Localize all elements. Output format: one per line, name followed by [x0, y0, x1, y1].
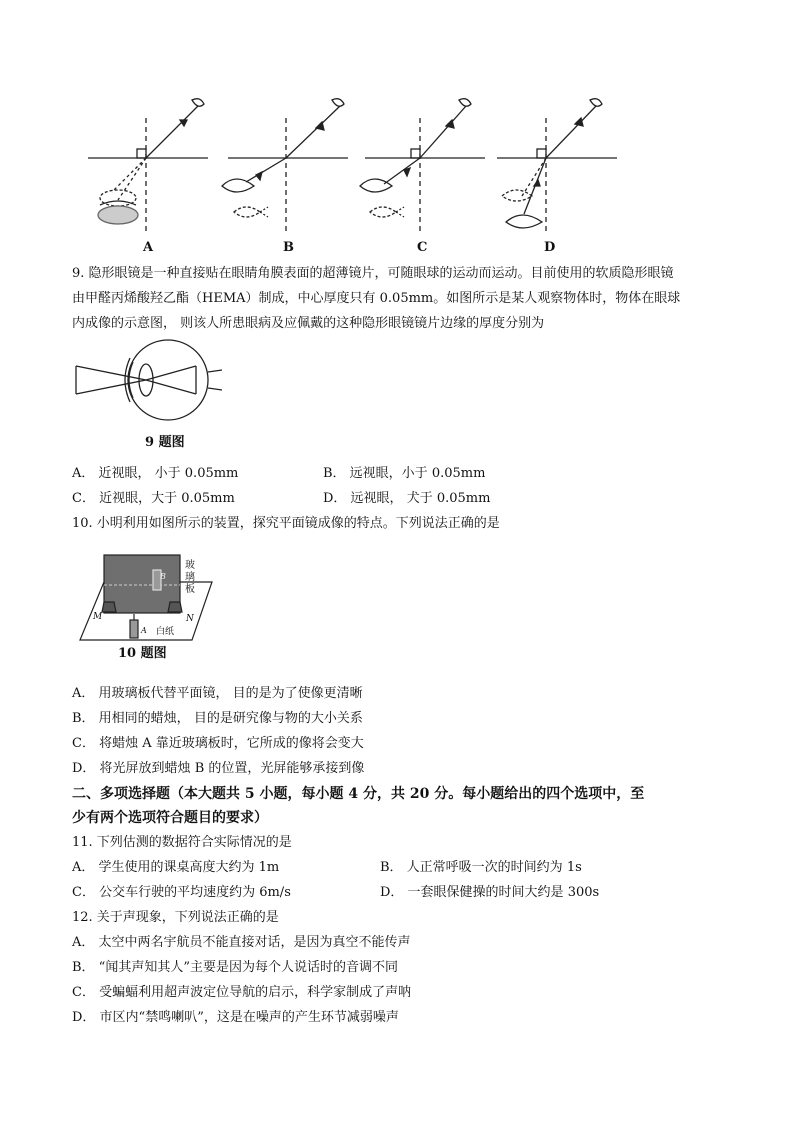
q12-option-d[interactable]: D． 市区内“禁鸣喇叭”，这是在噪声的产生环节减弱噪声 — [72, 1010, 399, 1025]
q9-stem-line-3: 内成像的示意图， 则该人所患眼病及应佩戴的这种隐形眼镜镜片边缘的厚度分别为 — [72, 316, 545, 331]
q10-option-b[interactable]: B． 用相同的蜡烛， 目的是研究像与物的大小关系 — [72, 711, 363, 726]
q9-option-b[interactable]: B． 远视眼，小于 0.05mm — [323, 466, 486, 481]
q8-label-b: B — [283, 240, 294, 255]
q10-option-a[interactable]: A． 用玻璃板代替平面镜， 目的是为了使像更清晰 — [72, 686, 363, 701]
q11-option-c[interactable]: C． 公交车行驶的平均速度约为 6m/s — [72, 885, 291, 900]
q11-option-b[interactable]: B． 人正常呼吸一次的时间约为 1s — [380, 860, 582, 875]
q10-label-m: M — [93, 612, 103, 622]
q12-option-c[interactable]: C． 受蝙蝠利用超声波定位导航的启示，科学家制成了声呐 — [72, 985, 412, 1000]
section-2-header-line-2: 少有两个选项符合题目的要求） — [72, 810, 268, 826]
q10-label-n: N — [186, 614, 194, 624]
q10-option-d[interactable]: D． 将光屏放到蜡烛 B 的位置，光屏能够承接到像 — [72, 761, 365, 776]
q9-option-a[interactable]: A． 近视眼， 小于 0.05mm — [72, 466, 239, 481]
q10-figure-caption: 10 题图 — [118, 646, 167, 661]
q8-label-c: C — [417, 240, 428, 255]
q11-option-a[interactable]: A． 学生使用的课桌高度大约为 1m — [72, 860, 280, 875]
q11-stem: 11. 下列估测的数据符合实际情况的是 — [72, 835, 292, 850]
q12-option-a[interactable]: A． 太空中两名宇航员不能直接对话，是因为真空不能传声 — [72, 935, 411, 950]
q10-label-b: B — [160, 572, 166, 581]
q9-figure-caption: 9 题图 — [145, 435, 185, 450]
section-2-header-line-1: 二、多项选择题（本大题共 5 小题，每小题 4 分，共 20 分。每小题给出的四个选项中，至 — [72, 786, 645, 802]
q10-label-glass: 玻璃板 — [185, 560, 195, 595]
q10-option-c[interactable]: C． 将蜡烛 A 靠近玻璃板时，它所成的像将会变大 — [72, 736, 364, 751]
q8-label-d: D — [544, 240, 556, 255]
q10-label-a: A — [141, 626, 147, 635]
q12-option-b[interactable]: B． “闻其声知其人”主要是因为每个人说话时的音调不同 — [72, 960, 398, 975]
q10-label-paper: 白纸 — [156, 627, 175, 637]
q9-stem-line-2: 由甲醛丙烯酸羟乙酯（HEMA）制成，中心厚度只有 0.05mm。如图所示是某人观察物体时，物体在眼球 — [72, 291, 681, 306]
q9-stem-line-1: 9. 隐形眼镜是一种直接贴在眼睛角膜表面的超薄镜片，可随眼球的运动而运动。目前使用的软质隐形眼镜 — [72, 266, 674, 281]
q8-label-a: A — [143, 240, 154, 255]
q11-option-d[interactable]: D． 一套眼保健操的时间大约是 300s — [380, 885, 600, 900]
q9-option-d[interactable]: D． 远视眼， 犬于 0.05mm — [323, 491, 491, 506]
q12-stem: 12. 关于声现象，下列说法正确的是 — [72, 910, 279, 925]
q10-stem: 10. 小明利用如图所示的装置，探究平面镜成像的特点。下列说法正确的是 — [72, 516, 500, 531]
q9-option-c[interactable]: C． 近视眼，大于 0.05mm — [72, 491, 235, 506]
